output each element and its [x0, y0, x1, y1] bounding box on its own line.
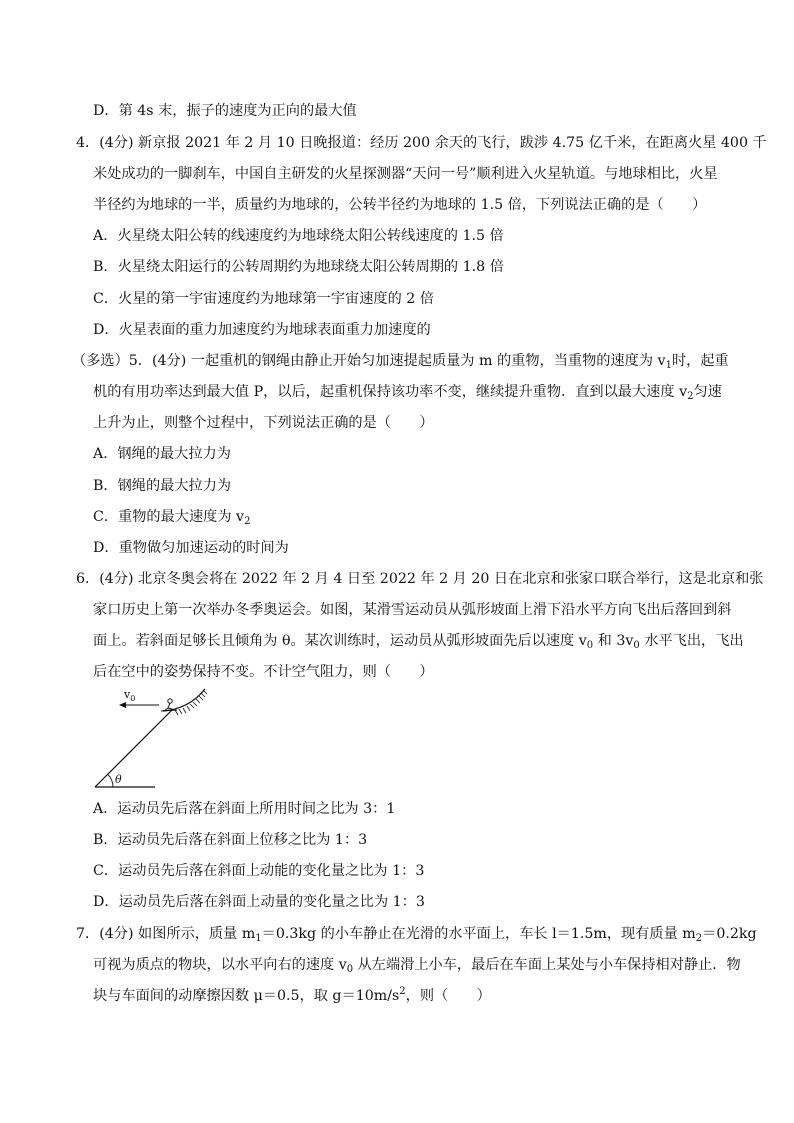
q6-stem-line-1: 6．(4分) 北京冬奥会将在 2022 年 2 月 4 日至 2022 年 2 月 20 日在北京和张家口联合举行，这是北京和张 — [76, 571, 764, 587]
q4-option-b: B．火星绕太阳运行的公转周期约为地球绕太阳公转周期的 1.8 倍 — [93, 259, 504, 275]
q6-stem-3a: 面上。若斜面足够长且倾角为 θ。某次训练时，运动员从弧形坡面先后以速度 v — [93, 633, 587, 649]
q3-option-d: D．第 4s 末，振子的速度为正向的最大值 — [93, 103, 357, 119]
q4-stem-line-2: 米处成功的一脚刹车，中国自主研发的火星探测器“天问一号”顺利进入火星轨道。与地球相比，火星 — [93, 166, 718, 182]
ski-slope-diagram — [93, 687, 213, 792]
curved-slope — [163, 689, 205, 711]
q7-stem-1-sub1: 1 — [255, 933, 262, 944]
q7-stem-2b: 从左端滑上小车，最后在车面上某处与小车保持相对静止．物 — [353, 957, 741, 973]
q4-stem-line-3: 半径约为地球的一半，质量约为地球的，公转半径约为地球的 1.5 倍，下列说法正确的是（ ） — [93, 197, 707, 213]
ski-slope-figure — [93, 687, 213, 792]
theta-label: θ — [115, 773, 122, 786]
q7-stem-3a: 块与车面间的动摩擦因数 μ＝0.5，取 g＝10m/s — [93, 988, 400, 1004]
q5-stem-1b: 时，起重 — [671, 353, 729, 369]
incline-line — [95, 709, 173, 787]
q6-stem-3-sub: 0 — [586, 640, 594, 651]
q7-stem-1-sub2: 2 — [695, 933, 703, 944]
q6-option-a: A．运动员先后落在斜面上所用时间之比为 3：1 — [93, 801, 396, 817]
q7-stem-1c: ＝0.2kg — [702, 926, 757, 942]
q6-stem-line-3 — [93, 631, 744, 651]
q7-stem-line-3 — [93, 986, 491, 1006]
q5-stem-1a: （多选）5．(4分) 一起重机的钢绳由静止开始匀加速提起质量为 m 的重物，当重物的速度为 v — [72, 353, 666, 369]
q4-option-c: C．火星的第一宇宙速度约为地球第一宇宙速度的 2 倍 — [93, 291, 435, 307]
q7-stem-line-1 — [76, 924, 757, 944]
q5-stem-2a: 机的有用功率达到最大值 P，以后，起重机保持该功率不变，继续提升重物．直到以最大速度 v — [93, 384, 688, 400]
q6-stem-line-4: 后在空中的姿势保持不变。不计空气阻力，则（ ） — [93, 664, 434, 680]
q5-option-c-text: C．重物的最大速度为 v — [93, 509, 245, 525]
q6-stem-line-2: 家口历史上第一次举办冬季奥运会。如图，某滑雪运动员从弧形坡面上滑下沿水平方向飞出后落回到斜 — [93, 602, 732, 618]
q4-stem-line-1: 4．(4分) 新京报 2021 年 2 月 10 日晚报道：经历 200 余天的飞行，跋涉 4.75 亿千米，在距离火星 400 千 — [76, 135, 767, 151]
q7-stem-2a: 可视为质点的物块，以水平向右的速度 v — [93, 957, 347, 973]
q6-stem-3c: 水平飞出，飞出 — [639, 633, 744, 649]
q5-stem-2b: 匀速 — [693, 384, 722, 400]
q5-stem-2-sub: 2 — [687, 391, 694, 402]
angle-arc — [108, 774, 113, 787]
q6-stem-3-sub2: 0 — [633, 640, 640, 651]
q7-stem-2-sub: 0 — [346, 964, 354, 975]
q6-stem-3b: 和 3v — [593, 633, 634, 649]
q5-option-d: D．重物做匀加速运动的时间为 — [93, 540, 289, 556]
q4-option-a: A．火星绕太阳公转的线速度约为地球绕太阳公转线速度的 1.5 倍 — [93, 228, 504, 244]
velocity-label: $v_0$ — [124, 688, 136, 703]
q7-stem-1b: ＝0.3kg 的小车静止在光滑的水平面上，车长 l＝1.5m，现有质量 m — [261, 926, 696, 942]
q5-option-c — [93, 507, 250, 527]
q7-stem-1a: 7．(4分) 如图所示，质量 m — [76, 926, 256, 942]
q5-stem-line-1 — [72, 351, 729, 371]
q7-stem-3-sup: 2 — [399, 986, 406, 997]
q6-option-c: C．运动员先后落在斜面上动能的变化量之比为 1：3 — [93, 863, 425, 879]
q5-stem-line-2 — [93, 382, 722, 402]
q6-option-d: D．运动员先后落在斜面上动量的变化量之比为 1：3 — [93, 894, 425, 910]
q5-option-c-sub: 2 — [244, 516, 251, 527]
q6-option-b: B．运动员先后落在斜面上位移之比为 1：3 — [93, 832, 368, 848]
q5-option-b: B．钢绳的最大拉力为 — [93, 478, 232, 494]
q7-stem-line-2 — [93, 955, 741, 975]
arrow-head-icon — [119, 702, 126, 708]
q4-option-d: D．火星表面的重力加速度约为地球表面重力加速度的 — [93, 322, 431, 338]
q5-stem-line-3: 上升为止，则整个过程中，下列说法正确的是（ ） — [93, 415, 434, 431]
q5-option-a: A．钢绳的最大拉力为 — [93, 446, 231, 462]
q5-stem-1-sub: 1 — [665, 360, 672, 371]
q7-stem-3b: ，则（ ） — [405, 988, 491, 1004]
